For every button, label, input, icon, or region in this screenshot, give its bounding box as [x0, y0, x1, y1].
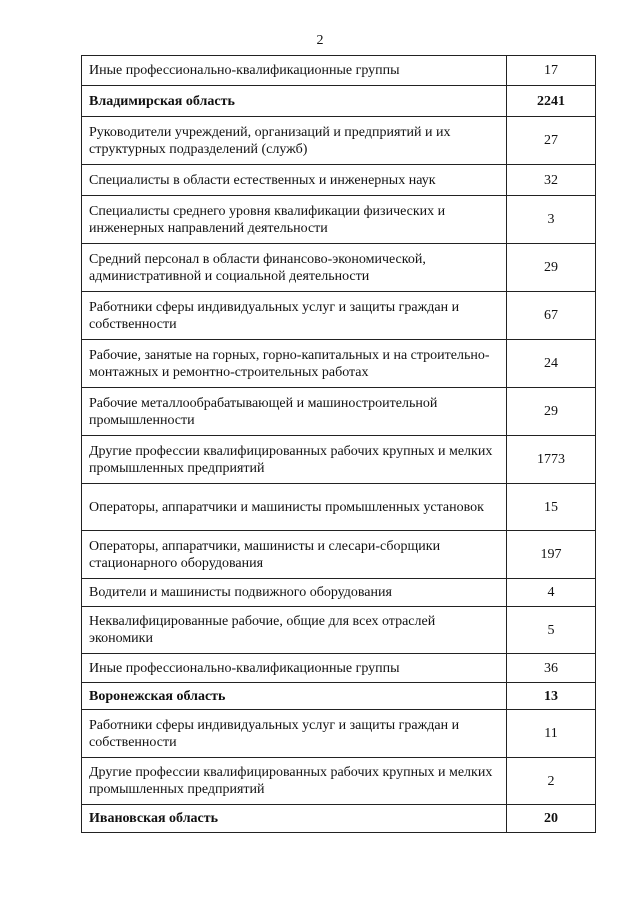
group-name: Руководители учреждений, организаций и предприятий и их структурных подразделений (служб) — [82, 117, 507, 165]
table-row — [82, 244, 596, 292]
group-count: 15 — [507, 484, 596, 531]
table-row — [82, 758, 596, 805]
group-name: Специалисты среднего уровня квалификации физических и инженерных направлений деятельности — [82, 196, 507, 244]
page-number: 2 — [316, 33, 324, 48]
group-name: Работники сферы индивидуальных услуг и защиты граждан и собственности — [82, 292, 507, 340]
group-count: 29 — [507, 388, 596, 436]
region-total: 2241 — [507, 86, 596, 117]
group-name: Иные профессионально-квалификационные группы — [82, 654, 507, 683]
region-row — [82, 86, 596, 117]
group-count: 197 — [507, 531, 596, 579]
group-name: Рабочие металлообрабатывающей и машиностроительной промышленности — [82, 388, 507, 436]
group-count: 36 — [507, 654, 596, 683]
group-count: 17 — [507, 56, 596, 86]
table-row — [82, 654, 596, 683]
group-name: Средний персонал в области финансово-экономической, административной и социальной деятельности — [82, 244, 507, 292]
table-row — [82, 531, 596, 579]
region-total: 20 — [507, 805, 596, 833]
table-row — [82, 579, 596, 607]
table-body — [82, 56, 596, 833]
group-name: Операторы, аппаратчики и машинисты промышленных установок — [82, 484, 507, 531]
table-row — [82, 436, 596, 484]
region-name: Воронежская область — [82, 683, 507, 710]
region-row — [82, 683, 596, 710]
group-count: 4 — [507, 579, 596, 607]
group-count: 32 — [507, 165, 596, 196]
group-name: Специалисты в области естественных и инженерных наук — [82, 165, 507, 196]
group-name: Другие профессии квалифицированных рабочих крупных и мелких промышленных предприятий — [82, 436, 507, 484]
group-count: 2 — [507, 758, 596, 805]
group-count: 24 — [507, 340, 596, 388]
group-count: 11 — [507, 710, 596, 758]
group-name: Операторы, аппаратчики, машинисты и слесари-сборщики стационарного оборудования — [82, 531, 507, 579]
group-count: 5 — [507, 607, 596, 654]
group-name: Работники сферы индивидуальных услуг и защиты граждан и собственности — [82, 710, 507, 758]
table-row — [82, 117, 596, 165]
table-row — [82, 388, 596, 436]
group-name: Неквалифицированные рабочие, общие для всех отраслей экономики — [82, 607, 507, 654]
group-count: 3 — [507, 196, 596, 244]
group-name: Водители и машинисты подвижного оборудования — [82, 579, 507, 607]
group-name: Иные профессионально-квалификационные группы — [82, 56, 507, 86]
table-row — [82, 607, 596, 654]
group-count: 27 — [507, 117, 596, 165]
group-count: 29 — [507, 244, 596, 292]
region-row — [82, 805, 596, 833]
table-row — [82, 165, 596, 196]
group-name: Другие профессии квалифицированных рабочих крупных и мелких промышленных предприятий — [82, 758, 507, 805]
table-row — [82, 484, 596, 531]
table-row — [82, 196, 596, 244]
regions-table — [81, 55, 596, 833]
table-row — [82, 340, 596, 388]
group-count: 67 — [507, 292, 596, 340]
table-row — [82, 710, 596, 758]
group-name: Рабочие, занятые на горных, горно-капитальных и на строительно-монтажных и ремонтно-строительных работах — [82, 340, 507, 388]
region-name: Ивановская область — [82, 805, 507, 833]
table-row — [82, 56, 596, 86]
region-total: 13 — [507, 683, 596, 710]
region-name: Владимирская область — [82, 86, 507, 117]
group-count: 1773 — [507, 436, 596, 484]
table-row — [82, 292, 596, 340]
